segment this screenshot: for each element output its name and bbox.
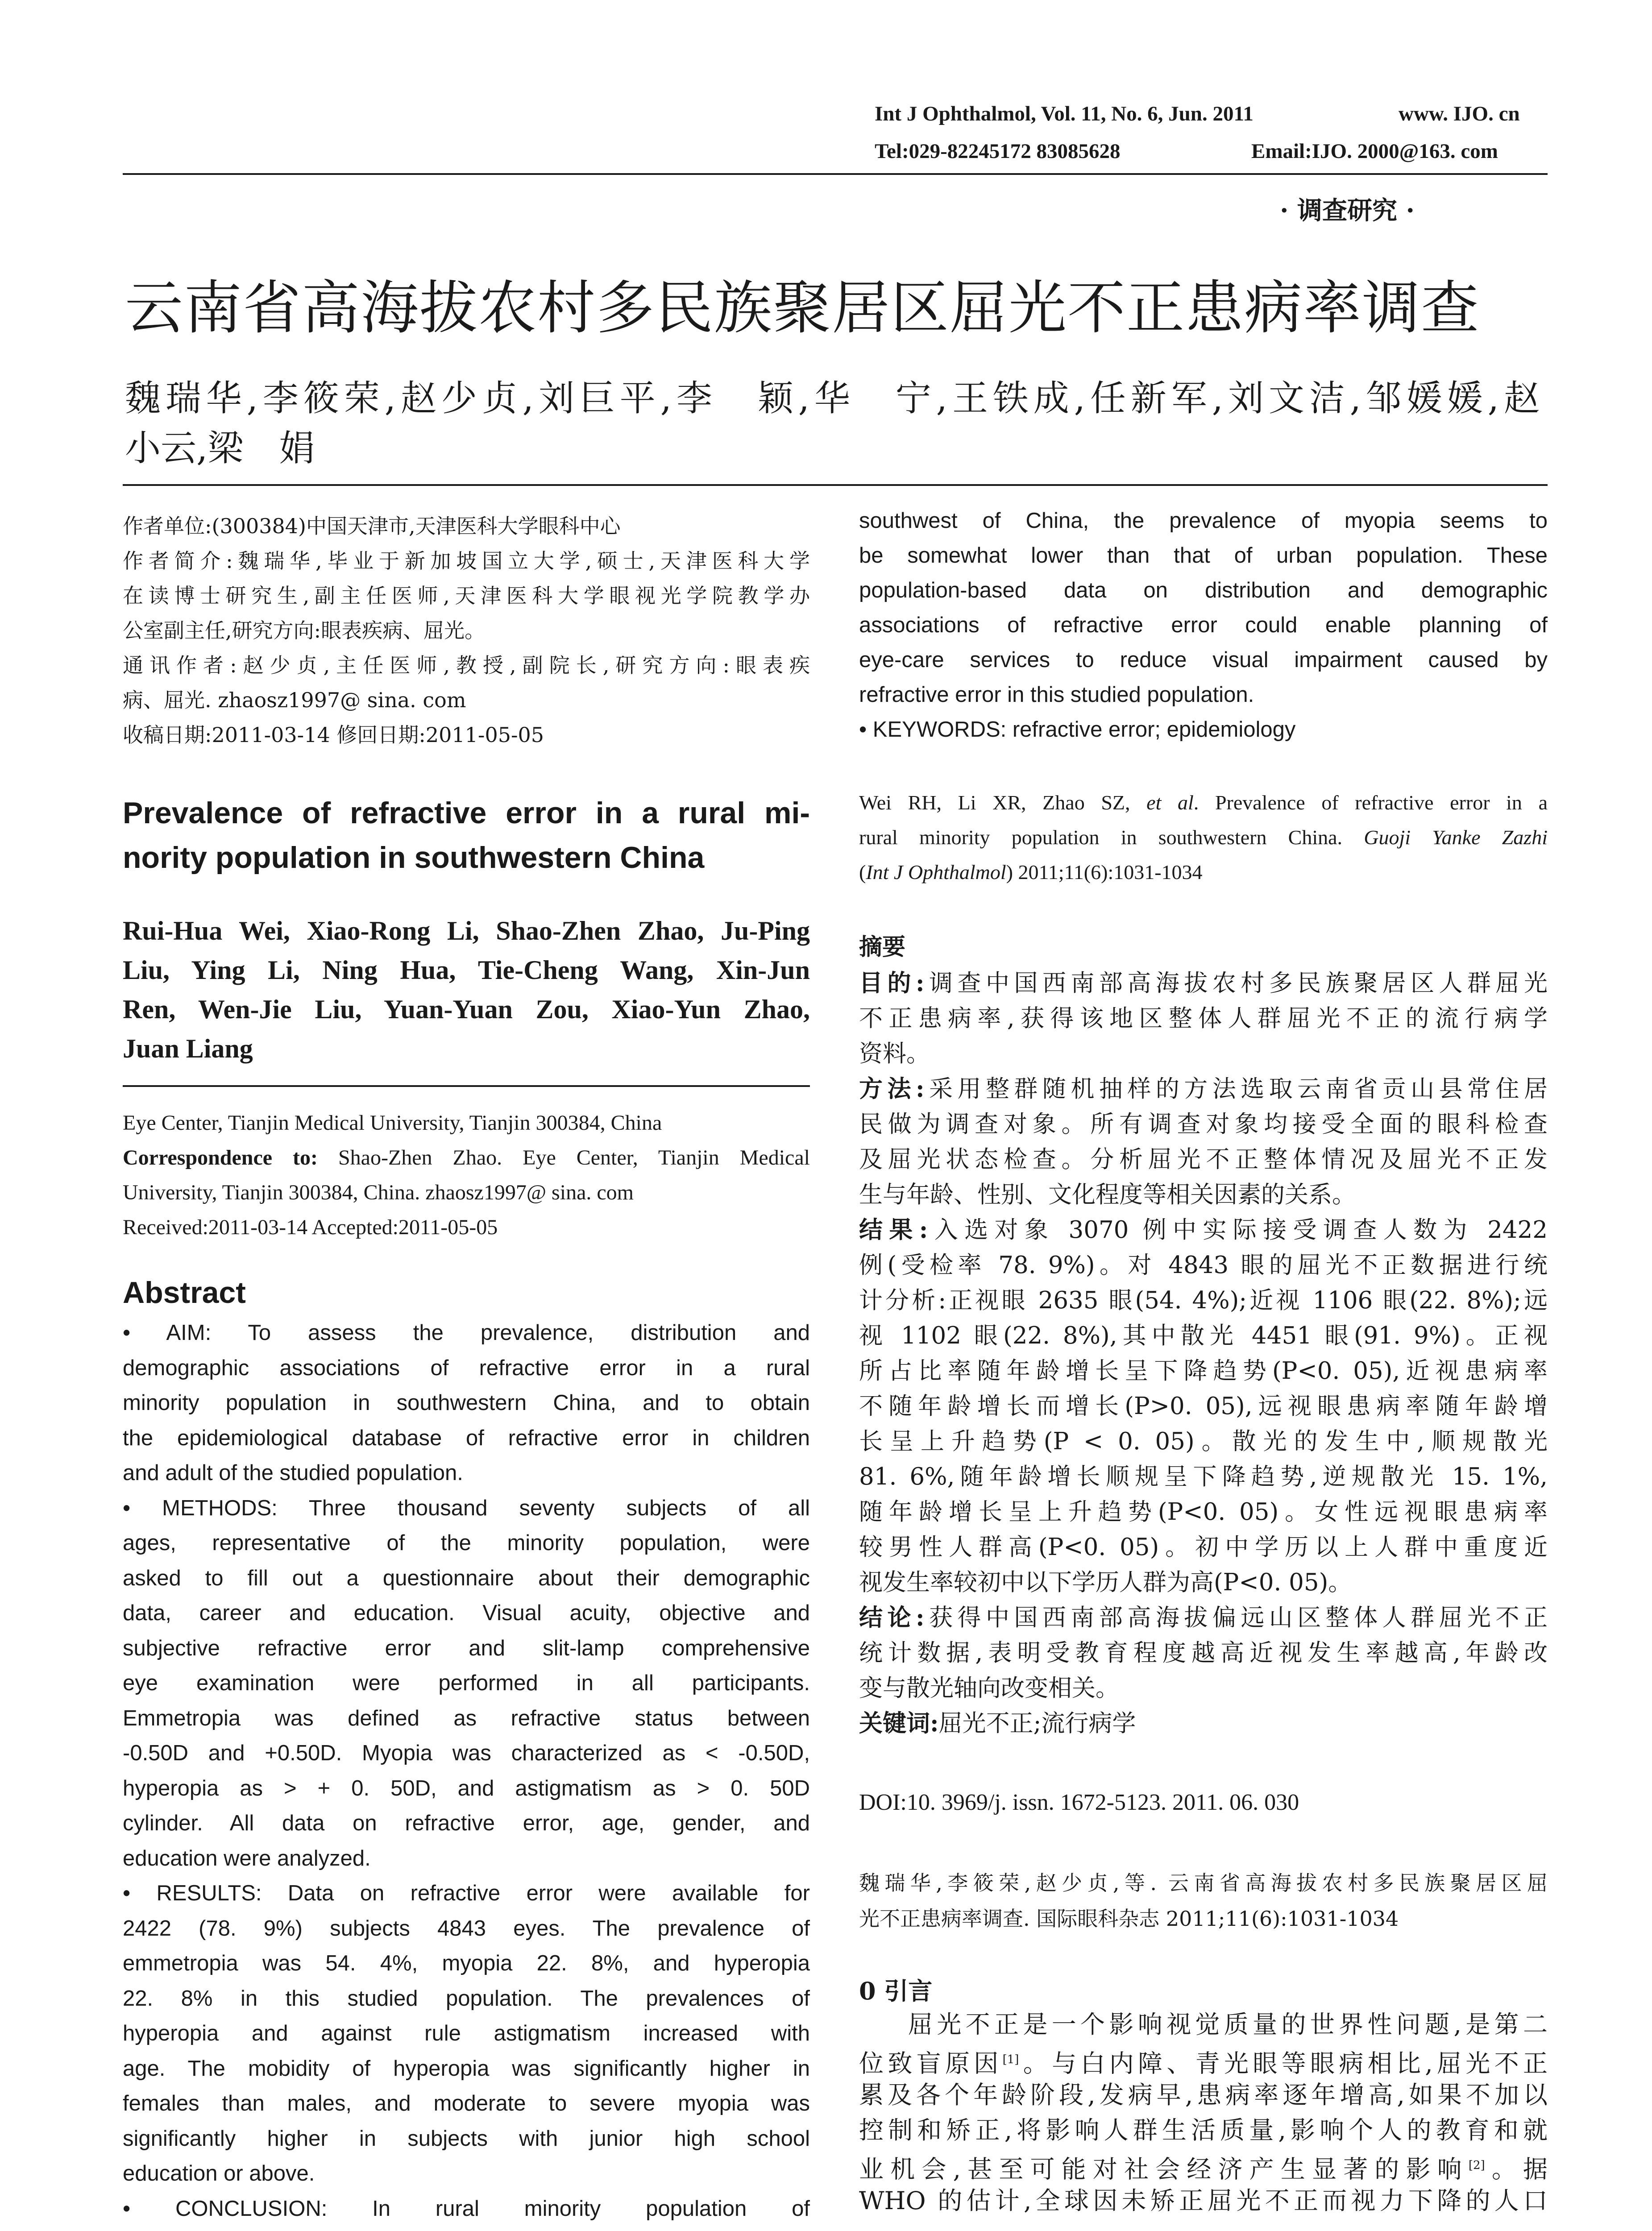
- zhaiyao-line: 资料。: [859, 1040, 930, 1067]
- abstract-line: ages, representative of the minority population, were: [123, 1531, 810, 1555]
- authors-en-line-3: Ren, Wen-Jie Liu, Yuan-Yuan Zou, Xiao-Yun Zhao,: [123, 995, 810, 1024]
- author-bio-1: 作者简介:魏瑞华,毕业于新加坡国立大学,硕士,天津医科大学: [123, 549, 810, 573]
- authors-en-line-4: Juan Liang: [123, 1034, 253, 1063]
- abstract-line: hyperopia and against rule astigmatism increased with: [123, 2021, 810, 2045]
- abstract-line: females than males, and moderate to severe myopia was: [123, 2091, 810, 2115]
- citation-journal: Guoji Yanke Zazhi: [1342, 826, 1548, 849]
- correspondence-label: Correspondence to:: [123, 1146, 318, 1169]
- intro-line-2b: 。与白内障、青光眼等眼病相比,屈光不正: [1019, 2049, 1548, 2078]
- authors-en-line-2: Liu, Ying Li, Ning Hua, Tie-Cheng Wang, Xin-Jun: [123, 955, 810, 985]
- correspondence-name: Shao-Zhen Zhao. Eye Center, Tianjin Medical: [318, 1146, 810, 1169]
- corresponding-2: 病、屈光. zhaosz1997@ sina. com: [123, 688, 466, 712]
- author-info: [123, 509, 810, 752]
- abstract-cont-line: be somewhat lower than that of urban population. These: [859, 543, 1548, 568]
- affiliation-en: [123, 1106, 810, 1245]
- abstract-line: • AIM: To assess the prevalence, distribution and: [123, 1321, 810, 1345]
- journal-website: www. IJO. cn: [1399, 102, 1520, 125]
- abstract-line: data, career and education. Visual acuity, objective and: [123, 1601, 810, 1625]
- intro-heading: 0 引言: [859, 1977, 933, 2005]
- abstract-line: • CONCLUSION: In rural minority population of: [123, 2196, 810, 2221]
- abstract-line: eye examination were performed in all participants.: [123, 1671, 810, 1695]
- zhaiyao-line: 例(受检率 78. 9%)。对 4843 眼的屈光不正数据进行统: [859, 1252, 1548, 1279]
- abstract-line: hyperopia as > + 0. 50D, and astigmatism as > 0. 50D: [123, 1776, 810, 1800]
- citation-cn-line-2: 光不正患病率调查. 国际眼科杂志 2011;11(6):1031-1034: [859, 1907, 1399, 1931]
- abstract-line: Emmetropia was defined as refractive status between: [123, 1706, 810, 1730]
- zhaiyao-line: 不随年龄增长而增长(P>0. 05),远视眼患病率随年龄增: [859, 1393, 1548, 1420]
- affiliation-rule: [123, 1085, 810, 1087]
- abstract-line: 2422 (78. 9%) subjects 4843 eyes. The prevalence of: [123, 1916, 810, 1941]
- section-tag: · 调查研究 ·: [1280, 196, 1415, 225]
- abstract-line: minority population in southwestern China, and to obtain: [123, 1391, 810, 1415]
- abstract-line: • RESULTS: Data on refractive error were available for: [123, 1881, 810, 1905]
- abstract-line: education were analyzed.: [123, 1846, 371, 1870]
- abstract-line: subjective refractive error and slit-lamp comprehensive: [123, 1636, 810, 1660]
- citation-paren: (: [859, 861, 866, 883]
- abstract-body: [123, 1315, 810, 2226]
- journal-line: Int J Ophthalmol, Vol. 11, No. 6, Jun. 2011: [875, 102, 1254, 125]
- journal-email: Email:IJO. 2000@163. com: [1251, 140, 1498, 163]
- intro-line-5b: 。据: [1485, 2155, 1548, 2184]
- journal-tel: Tel:029-82245172 83085628: [875, 140, 1121, 163]
- intro-line-6: WHO 的估计,全球因未矫正屈光不正而视力下降的人口: [859, 2186, 1548, 2215]
- abstract-line: cylinder. All data on refractive error, age, gender, and: [123, 1811, 810, 1835]
- abstract-line: the epidemiological database of refractive error in children: [123, 1426, 810, 1450]
- zhaiyao-line: 统计数据,表明受教育程度越高近视发生率越高,年龄改: [859, 1639, 1548, 1667]
- doi: DOI:10. 3969/j. issn. 1672-5123. 2011. 06. 030: [859, 1790, 1299, 1815]
- zhaiyao-heading: 摘要: [859, 933, 906, 961]
- abstract-continued: [859, 503, 1548, 712]
- zhaiyao-line: 民做为调查对象。所有调查对象均接受全面的眼科检查: [859, 1111, 1548, 1138]
- zhaiyao-label: 关键词:: [859, 1709, 939, 1737]
- abstract-heading: Abstract: [123, 1276, 246, 1310]
- abstract-cont-line: southwest of China, the prevalence of myopia seems to: [859, 509, 1548, 533]
- title-rule: [123, 484, 1548, 486]
- citation-authors: Wei RH, Li XR, Zhao SZ,: [859, 791, 1130, 814]
- zhaiyao-line: 视 1102 眼(22. 8%),其中散光 4451 眼(91. 9%)。正视: [859, 1322, 1548, 1349]
- zhaiyao-line: 视发生率较初中以下学历人群为高(P<0. 05)。: [859, 1569, 1352, 1596]
- abstract-line: • METHODS: Three thousand seventy subjects of all: [123, 1496, 810, 1520]
- abstract-line: education or above.: [123, 2161, 315, 2185]
- title-en: [123, 791, 810, 880]
- citation-etal: et al: [1130, 791, 1194, 814]
- authors-cn-line-2: 小云,梁 娟: [125, 427, 315, 469]
- abstract-line: 22. 8% in this studied population. The prevalences of: [123, 1986, 810, 2011]
- affiliation-line-1: Eye Center, Tianjin Medical University, Tianjin 300384, China: [123, 1111, 662, 1135]
- zhaiyao-line: 结论:获得中国西南部高海拔偏远山区整体人群屈光不正: [859, 1604, 1548, 1631]
- zhaiyao-line: 长呈上升趋势(P < 0. 05)。散光的发生中,顺规散光: [859, 1428, 1548, 1455]
- zhaiyao-line: 不正患病率,获得该地区整体人群屈光不正的流行病学: [859, 1005, 1548, 1032]
- citation-volume: ) 2011;11(6):1031-1034: [1006, 861, 1203, 883]
- citation-journal-en: Int J Ophthalmol: [866, 861, 1006, 883]
- zhaiyao-line: 方法:采用整群随机抽样的方法选取云南省贡山县常住居: [859, 1075, 1548, 1103]
- affiliation-line-3: University, Tianjin 300384, China. zhaosz1997@ sina. com: [123, 1181, 634, 1204]
- abstract-cont-line: associations of refractive error could enable planning of: [859, 613, 1548, 637]
- citation-title-1: . Prevalence of refractive error in a: [1193, 791, 1548, 814]
- keywords-en: • KEYWORDS: refractive error; epidemiology: [859, 717, 1296, 742]
- intro-line-4: 控制和矫正,将影响人群生活质量,影响个人的教育和就: [859, 2116, 1548, 2144]
- zhaiyao-body: [859, 966, 1548, 1741]
- title-en-line-1: Prevalence of refractive error in a rural mi-: [123, 796, 810, 830]
- abstract-cont-line: refractive error in this studied population.: [859, 683, 1254, 707]
- zhaiyao-line: 目的:调查中国西南部高海拔农村多民族聚居区人群屈光: [859, 969, 1548, 997]
- abstract-line: and adult of the studied population.: [123, 1461, 463, 1485]
- abstract-line: demographic associations of refractive error in a rural: [123, 1356, 810, 1380]
- zhaiyao-line: 关键词:屈光不正;流行病学: [859, 1709, 1136, 1737]
- abstract-line: age. The mobidity of hyperopia was significantly higher in: [123, 2056, 810, 2081]
- zhaiyao-line: 随年龄增长呈上升趋势(P<0. 05)。女性远视眼患病率: [859, 1498, 1548, 1526]
- abstract-cont-line: eye-care services to reduce visual impairment caused by: [859, 648, 1548, 672]
- citation-title-2: rural minority population in southwestern China.: [859, 826, 1343, 849]
- zhaiyao-label: 方法:: [859, 1075, 925, 1103]
- intro-line-5a: 业机会,甚至可能对社会经济产生显著的影响: [859, 2155, 1469, 2184]
- ref-mark-2: [2]: [1468, 2159, 1485, 2172]
- header-rule: [123, 173, 1548, 175]
- zhaiyao-label: 结果:: [859, 1216, 928, 1244]
- ref-mark-1: [1]: [1002, 2053, 1019, 2066]
- zhaiyao-label: 结论:: [859, 1604, 925, 1631]
- abstract-line: asked to fill out a questionnaire about their demographic: [123, 1566, 810, 1590]
- abstract-line: emmetropia was 54. 4%, myopia 22. 8%, and hyperopia: [123, 1951, 810, 1975]
- received-dates-en: Received:2011-03-14 Accepted:2011-05-05: [123, 1215, 498, 1239]
- corresponding-1: 通讯作者:赵少贞,主任医师,教授,副院长,研究方向:眼表疾: [123, 653, 810, 677]
- abstract-cont-line: population-based data on distribution and demographic: [859, 578, 1548, 602]
- zhaiyao-label: 目的:: [859, 969, 925, 997]
- author-bio-2: 在读博士研究生,副主任医师,天津医科大学眼视光学院教学办: [123, 584, 810, 608]
- citation-en: [859, 785, 1548, 890]
- zhaiyao-line: 结果:入选对象 3070 例中实际接受调查人数为 2422: [859, 1216, 1548, 1244]
- abstract-line: -0.50D and +0.50D. Myopia was characterized as < -0.50D,: [123, 1741, 810, 1765]
- abstract-line: significantly higher in subjects with junior high school: [123, 2126, 810, 2151]
- intro-line-1: 屈光不正是一个影响视觉质量的世界性问题,是第二: [908, 2010, 1548, 2039]
- page-title: 云南省高海拔农村多民族聚居区屈光不正患病率调查: [125, 274, 1480, 342]
- received-dates-cn: 收稿日期:2011-03-14 修回日期:2011-05-05: [123, 723, 544, 747]
- zhaiyao-line: 计分析:正视眼 2635 眼(54. 4%);近视 1106 眼(22. 8%);远: [859, 1287, 1548, 1314]
- zhaiyao-line: 81. 6%,随年龄增长顺规呈下降趋势,逆规散光 15. 1%,: [859, 1463, 1548, 1490]
- intro-body: [859, 2007, 1548, 2219]
- citation-cn: [859, 1865, 1548, 1937]
- author-bio-3: 公室副主任,研究方向:眼表疾病、屈光。: [123, 618, 486, 643]
- zhaiyao-line: 所占比率随年龄增长呈下降趋势(P<0. 05),近视患病率: [859, 1357, 1548, 1385]
- zhaiyao-line: 生与年龄、性别、文化程度等相关因素的关系。: [859, 1181, 1356, 1208]
- zhaiyao-line: 较男性人群高(P<0. 05)。初中学历以上人群中重度近: [859, 1534, 1548, 1561]
- zhaiyao-line: 变与散光轴向改变相关。: [859, 1675, 1119, 1702]
- citation-cn-line-1: 魏瑞华,李筱荣,赵少贞,等. 云南省高海拔农村多民族聚居区屈: [859, 1871, 1548, 1895]
- intro-line-3: 累及各个年龄阶段,发病早,患病率逐年增高,如果不加以: [859, 2081, 1548, 2109]
- intro-line-2a: 位致盲原因: [859, 2049, 1003, 2078]
- authors-cn-line-1: 魏瑞华,李筱荣,赵少贞,刘巨平,李 颖,华 宁,王铁成,任新军,刘文洁,邹媛媛,赵: [125, 377, 1540, 419]
- authors-en: [123, 911, 810, 1068]
- zhaiyao-line: 及屈光状态检查。分析屈光不正整体情况及屈光不正发: [859, 1146, 1548, 1173]
- author-unit: 作者单位:(300384)中国天津市,天津医科大学眼科中心: [123, 514, 621, 538]
- authors-en-line-1: Rui-Hua Wei, Xiao-Rong Li, Shao-Zhen Zhao, Ju-Ping: [123, 916, 810, 945]
- title-en-line-2: nority population in southwestern China: [123, 841, 705, 875]
